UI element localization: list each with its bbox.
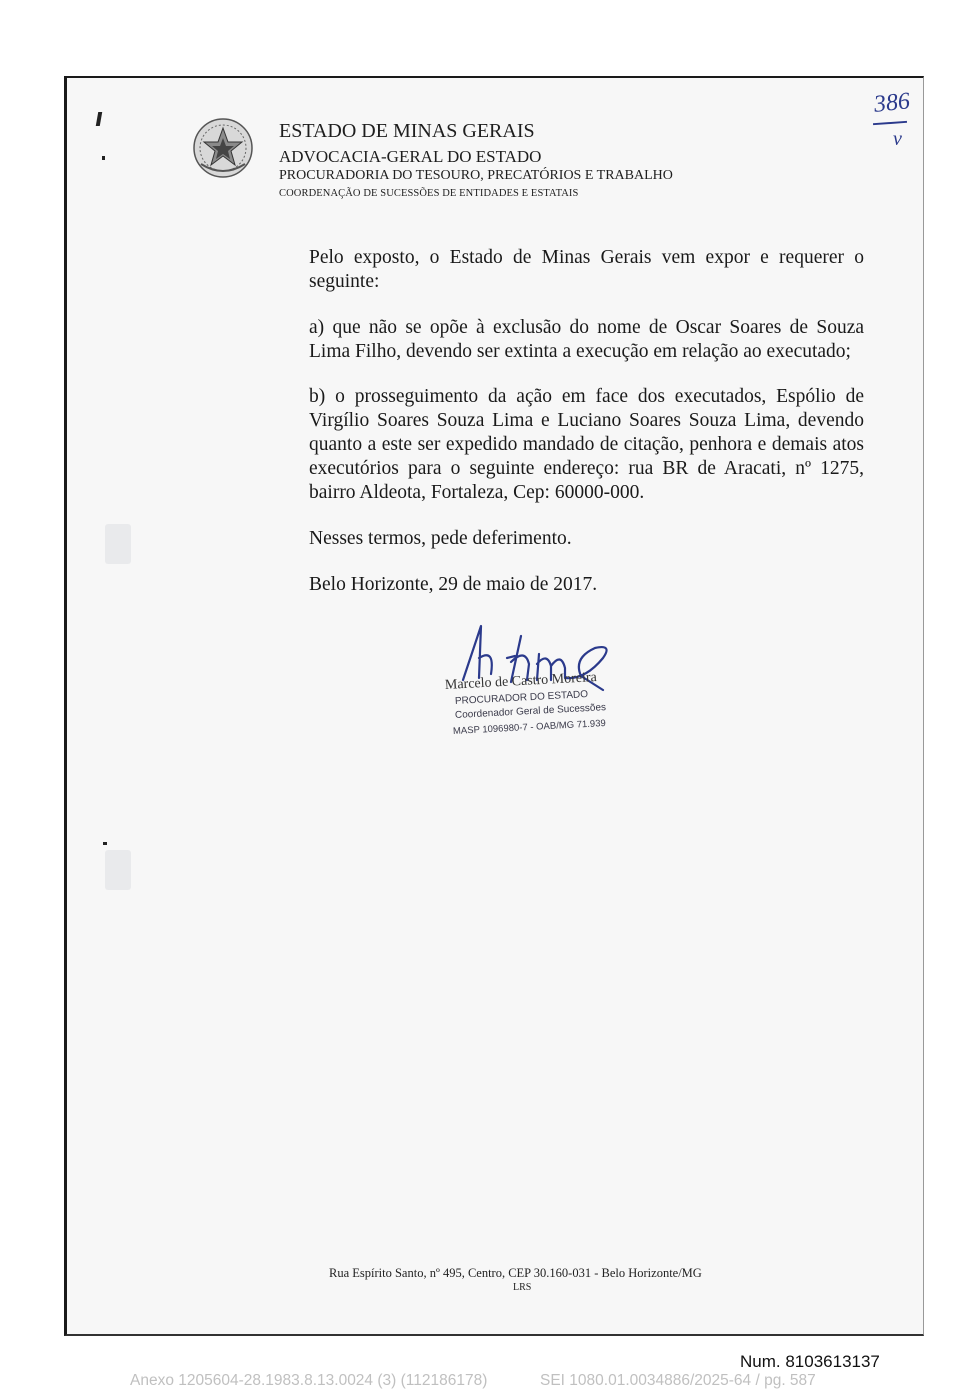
handwritten-page-number: 386 (872, 88, 912, 118)
scan-speck-small (102, 156, 105, 160)
punch-hole-mark-upper (105, 524, 131, 564)
handwritten-page-sub: v (893, 128, 902, 150)
header-coordination: COORDENAÇÃO DE SUCESSÕES DE ENTIDADES E ESTATAIS (279, 188, 579, 199)
scan-speck-mid (103, 842, 107, 845)
stamp-name: Marcelo de Castro Moreira (444, 670, 598, 693)
header-office: PROCURADORIA DO TESOURO, PRECATÓRIOS E TRABALHO (279, 168, 673, 183)
paragraph-item-b-text: b) o prosseguimento da ação em face dos executados, Espólio de Virgílio Soares Souza Lima e Luciano Soares Souza Lima, devendo quanto a este ser expedido mandado de citação, penhora e demais atos executórios para o seguinte endereço: rua BR de Aracati, nº 1275, bairro Aldeota, Fortaleza, Cep: 60000-000. (309, 386, 864, 503)
annex-reference: Anexo 1205604-28.1983.8.13.0024 (3) (112186178) (130, 1372, 488, 1389)
footer-address: Rua Espírito Santo, nº 495, Centro, CEP 30.160-031 - Belo Horizonte/MG (329, 1266, 702, 1280)
coat-of-arms-emblem (191, 114, 255, 182)
stamp-ids: MASP 1096980-7 - OAB/MG 71.939 (452, 718, 607, 737)
stamp-title: PROCURADOR DO ESTADO (454, 689, 589, 707)
paragraph-intro-text: Pelo exposto, o Estado de Minas Gerais vem expor e requerer o seguinte: (309, 247, 864, 292)
paragraph-intro (207, 246, 864, 294)
punch-hole-mark-lower (105, 850, 131, 890)
paragraph-item-a (207, 316, 864, 364)
footer-initials: LRS (513, 1282, 532, 1293)
scan-speck-top (96, 112, 102, 126)
document-number: Num. 8103613137 (740, 1352, 880, 1371)
paragraph-item-a-text: a) que não se opõe à exclusão do nome de Oscar Soares de Souza Lima Filho, devendo ser extinta a execução em relação ao executado; (309, 317, 864, 362)
date-line: Belo Horizonte, 29 de maio de 2017. (309, 574, 598, 595)
handwritten-underline (873, 121, 907, 125)
scanned-page (64, 76, 924, 1336)
closing-line: Nesses termos, pede deferimento. (309, 528, 572, 549)
header-state: ESTADO DE MINAS GERAIS (279, 120, 535, 142)
sei-reference: SEI 1080.01.0034886/2025-64 / pg. 587 (540, 1372, 816, 1389)
header-agency: ADVOCACIA-GERAL DO ESTADO (279, 147, 542, 166)
paragraph-item-b (207, 385, 864, 505)
stamp-role: Coordenador Geral de Sucessões (454, 702, 607, 721)
